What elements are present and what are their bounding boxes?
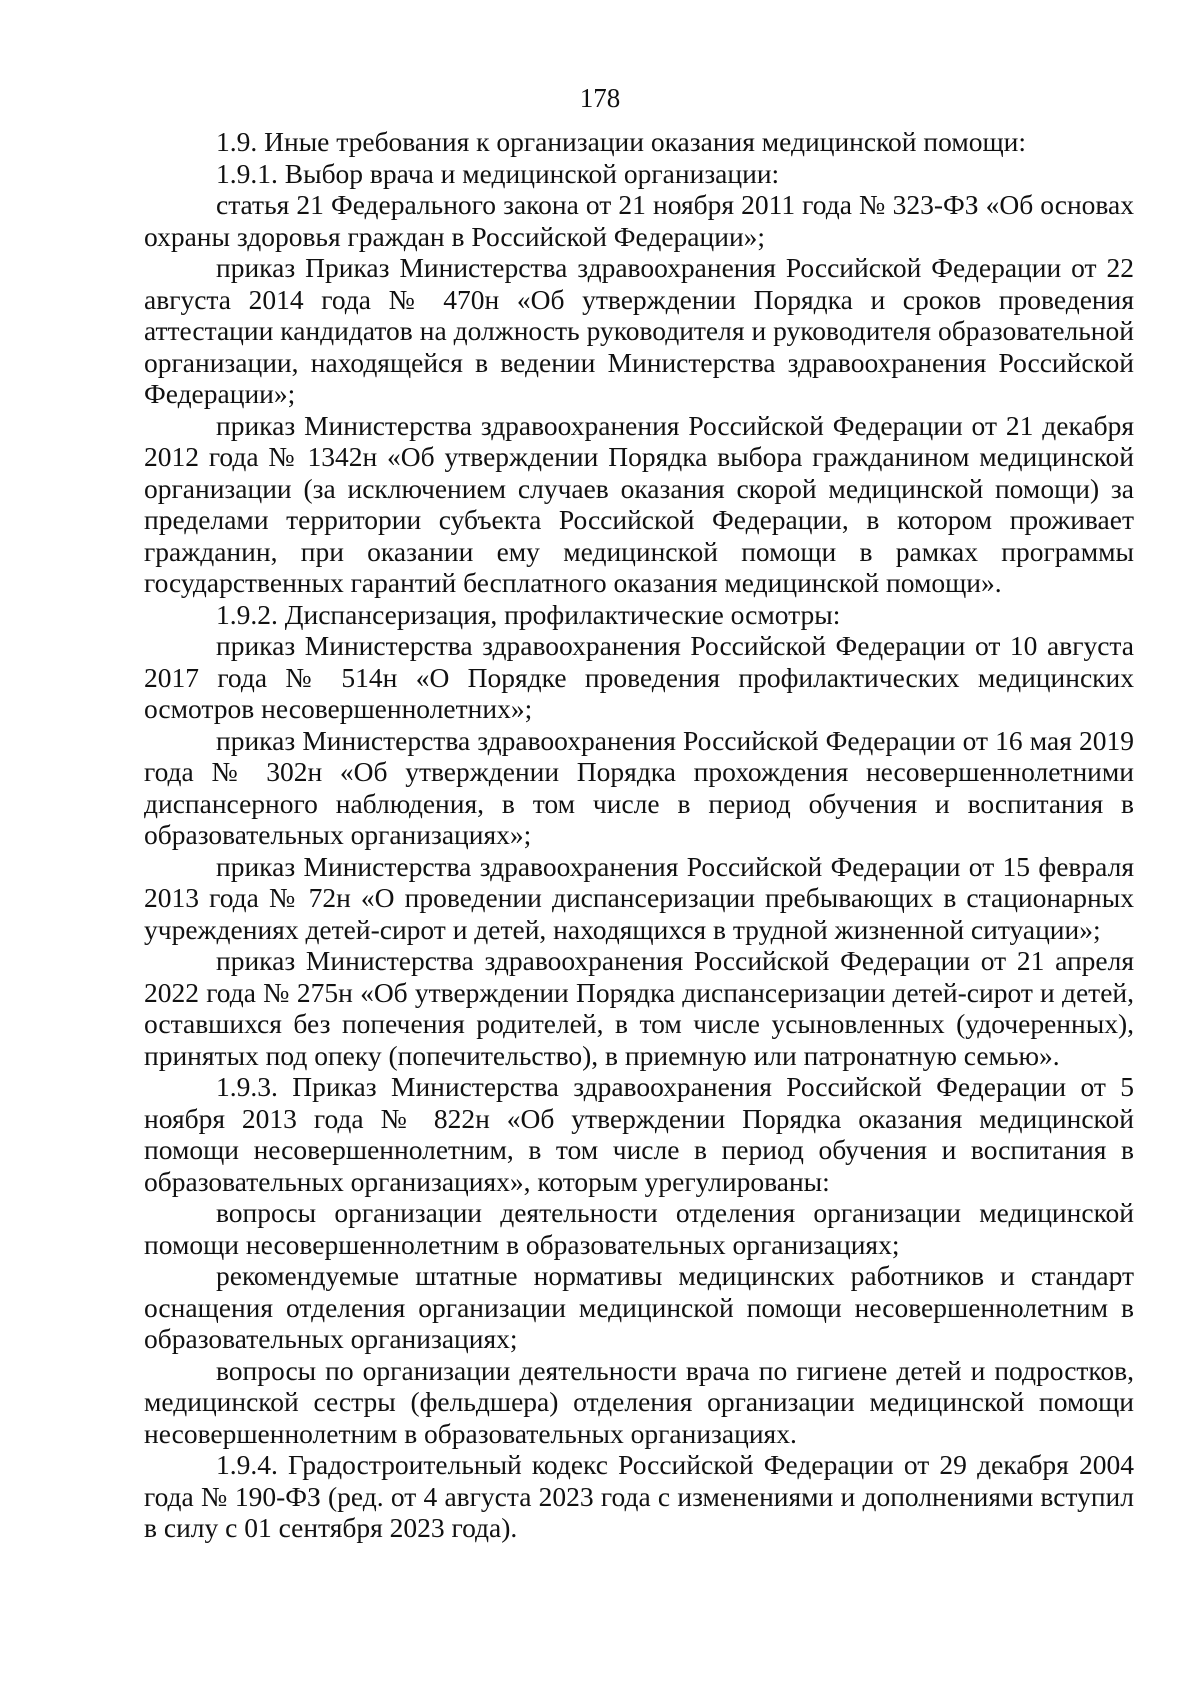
paragraph-order-470n: приказ Приказ Министерства здравоохранения Российской Федерации от 22 августа 2014 года № 470н «Об утверждении Порядка и сроков проведения аттестации кандидатов на должность руководителя и руководителя образовательной организации, находящейся в ведении Министерства здравоохранения Российской Федерации»; xyxy=(144,252,1134,409)
subsection-heading-1-9-1: 1.9.1. Выбор врача и медицинской организации: xyxy=(216,157,780,189)
list-item-department-organization: вопросы организации деятельности отделения организации медицинской помощи несовершеннолетним в образовательных организациях; xyxy=(144,1197,1134,1260)
document-body xyxy=(144,126,1134,1544)
paragraph-order-514n: приказ Министерства здравоохранения Российской Федерации от 10 августа 2017 года № 514н «О Порядке проведения профилактических медицинских осмотров несовершеннолетних»; xyxy=(144,630,1134,724)
subsection-1-9-3-order-822n: 1.9.3. Приказ Министерства здравоохранения Российской Федерации от 5 ноября 2013 года № 822н «Об утверждении Порядка оказания медицинской помощи несовершеннолетним, в том числе в период обучения и воспитания в образовательных организациях», которым урегулированы: xyxy=(144,1071,1134,1197)
page-number: 178 xyxy=(579,83,621,113)
paragraph-order-1342n: приказ Министерства здравоохранения Российской Федерации от 21 декабря 2012 года № 1342н «Об утверждении Порядка выбора гражданином медицинской организации (за исключением случаев оказания скорой медицинской помощи) за пределами территории субъекта Российской Федерации, в котором проживает гражданин, при оказании ему медицинской помощи в рамках программы государственных гарантий бесплатного оказания медицинской помощи». xyxy=(144,409,1134,598)
paragraph-order-275n: приказ Министерства здравоохранения Российской Федерации от 21 апреля 2022 года № 275н «Об утверждении Порядка диспансеризации детей-сирот и детей, оставшихся без попечения родителей, в том числе усыновленных (удочеренных), принятых под опеку (попечительство), в приемную или патронатную семью». xyxy=(144,945,1134,1071)
list-item-staff-standards: рекомендуемые штатные нормативы медицинских работников и стандарт оснащения отделения организации медицинской помощи несовершеннолетним в образовательных организациях; xyxy=(144,1260,1134,1354)
list-item-doctor-nurse-activity: вопросы по организации деятельности врача по гигиене детей и подростков, медицинской сестры (фельдшера) отделения организации медицинской помощи несовершеннолетним в образовательных организациях. xyxy=(144,1354,1134,1449)
paragraph-order-72n: приказ Министерства здравоохранения Российской Федерации от 15 февраля 2013 года № 72н «О проведении диспансеризации пребывающих в стационарных учреждениях детей-сирот и детей, находящихся в трудной жизненной ситуации»; xyxy=(144,850,1134,945)
paragraph-order-302n: приказ Министерства здравоохранения Российской Федерации от 16 мая 2019 года № 302н «Об утверждении Порядка прохождения несовершеннолетними диспансерного наблюдения, в том числе в период обучения и воспитания в образовательных организациях»; xyxy=(144,724,1134,850)
section-heading-1-9: 1.9. Иные требования к организации оказания медицинской помощи: xyxy=(216,126,1027,157)
subsection-1-9-4-urban-planning-code: 1.9.4. Градостроительный кодекс Российской Федерации от 29 декабря 2004 года № 190-ФЗ (ред. от 4 августа 2023 года с изменениями и дополнениями вступил в силу с 01 сентября 2023 года). xyxy=(144,1449,1134,1543)
paragraph-federal-law-323: статья 21 Федерального закона от 21 ноября 2011 года № 323-ФЗ «Об основах охраны здоровья граждан в Российской Федерации»; xyxy=(144,189,1134,252)
subsection-heading-1-9-2: 1.9.2. Диспансеризация, профилактические осмотры: xyxy=(216,598,841,630)
